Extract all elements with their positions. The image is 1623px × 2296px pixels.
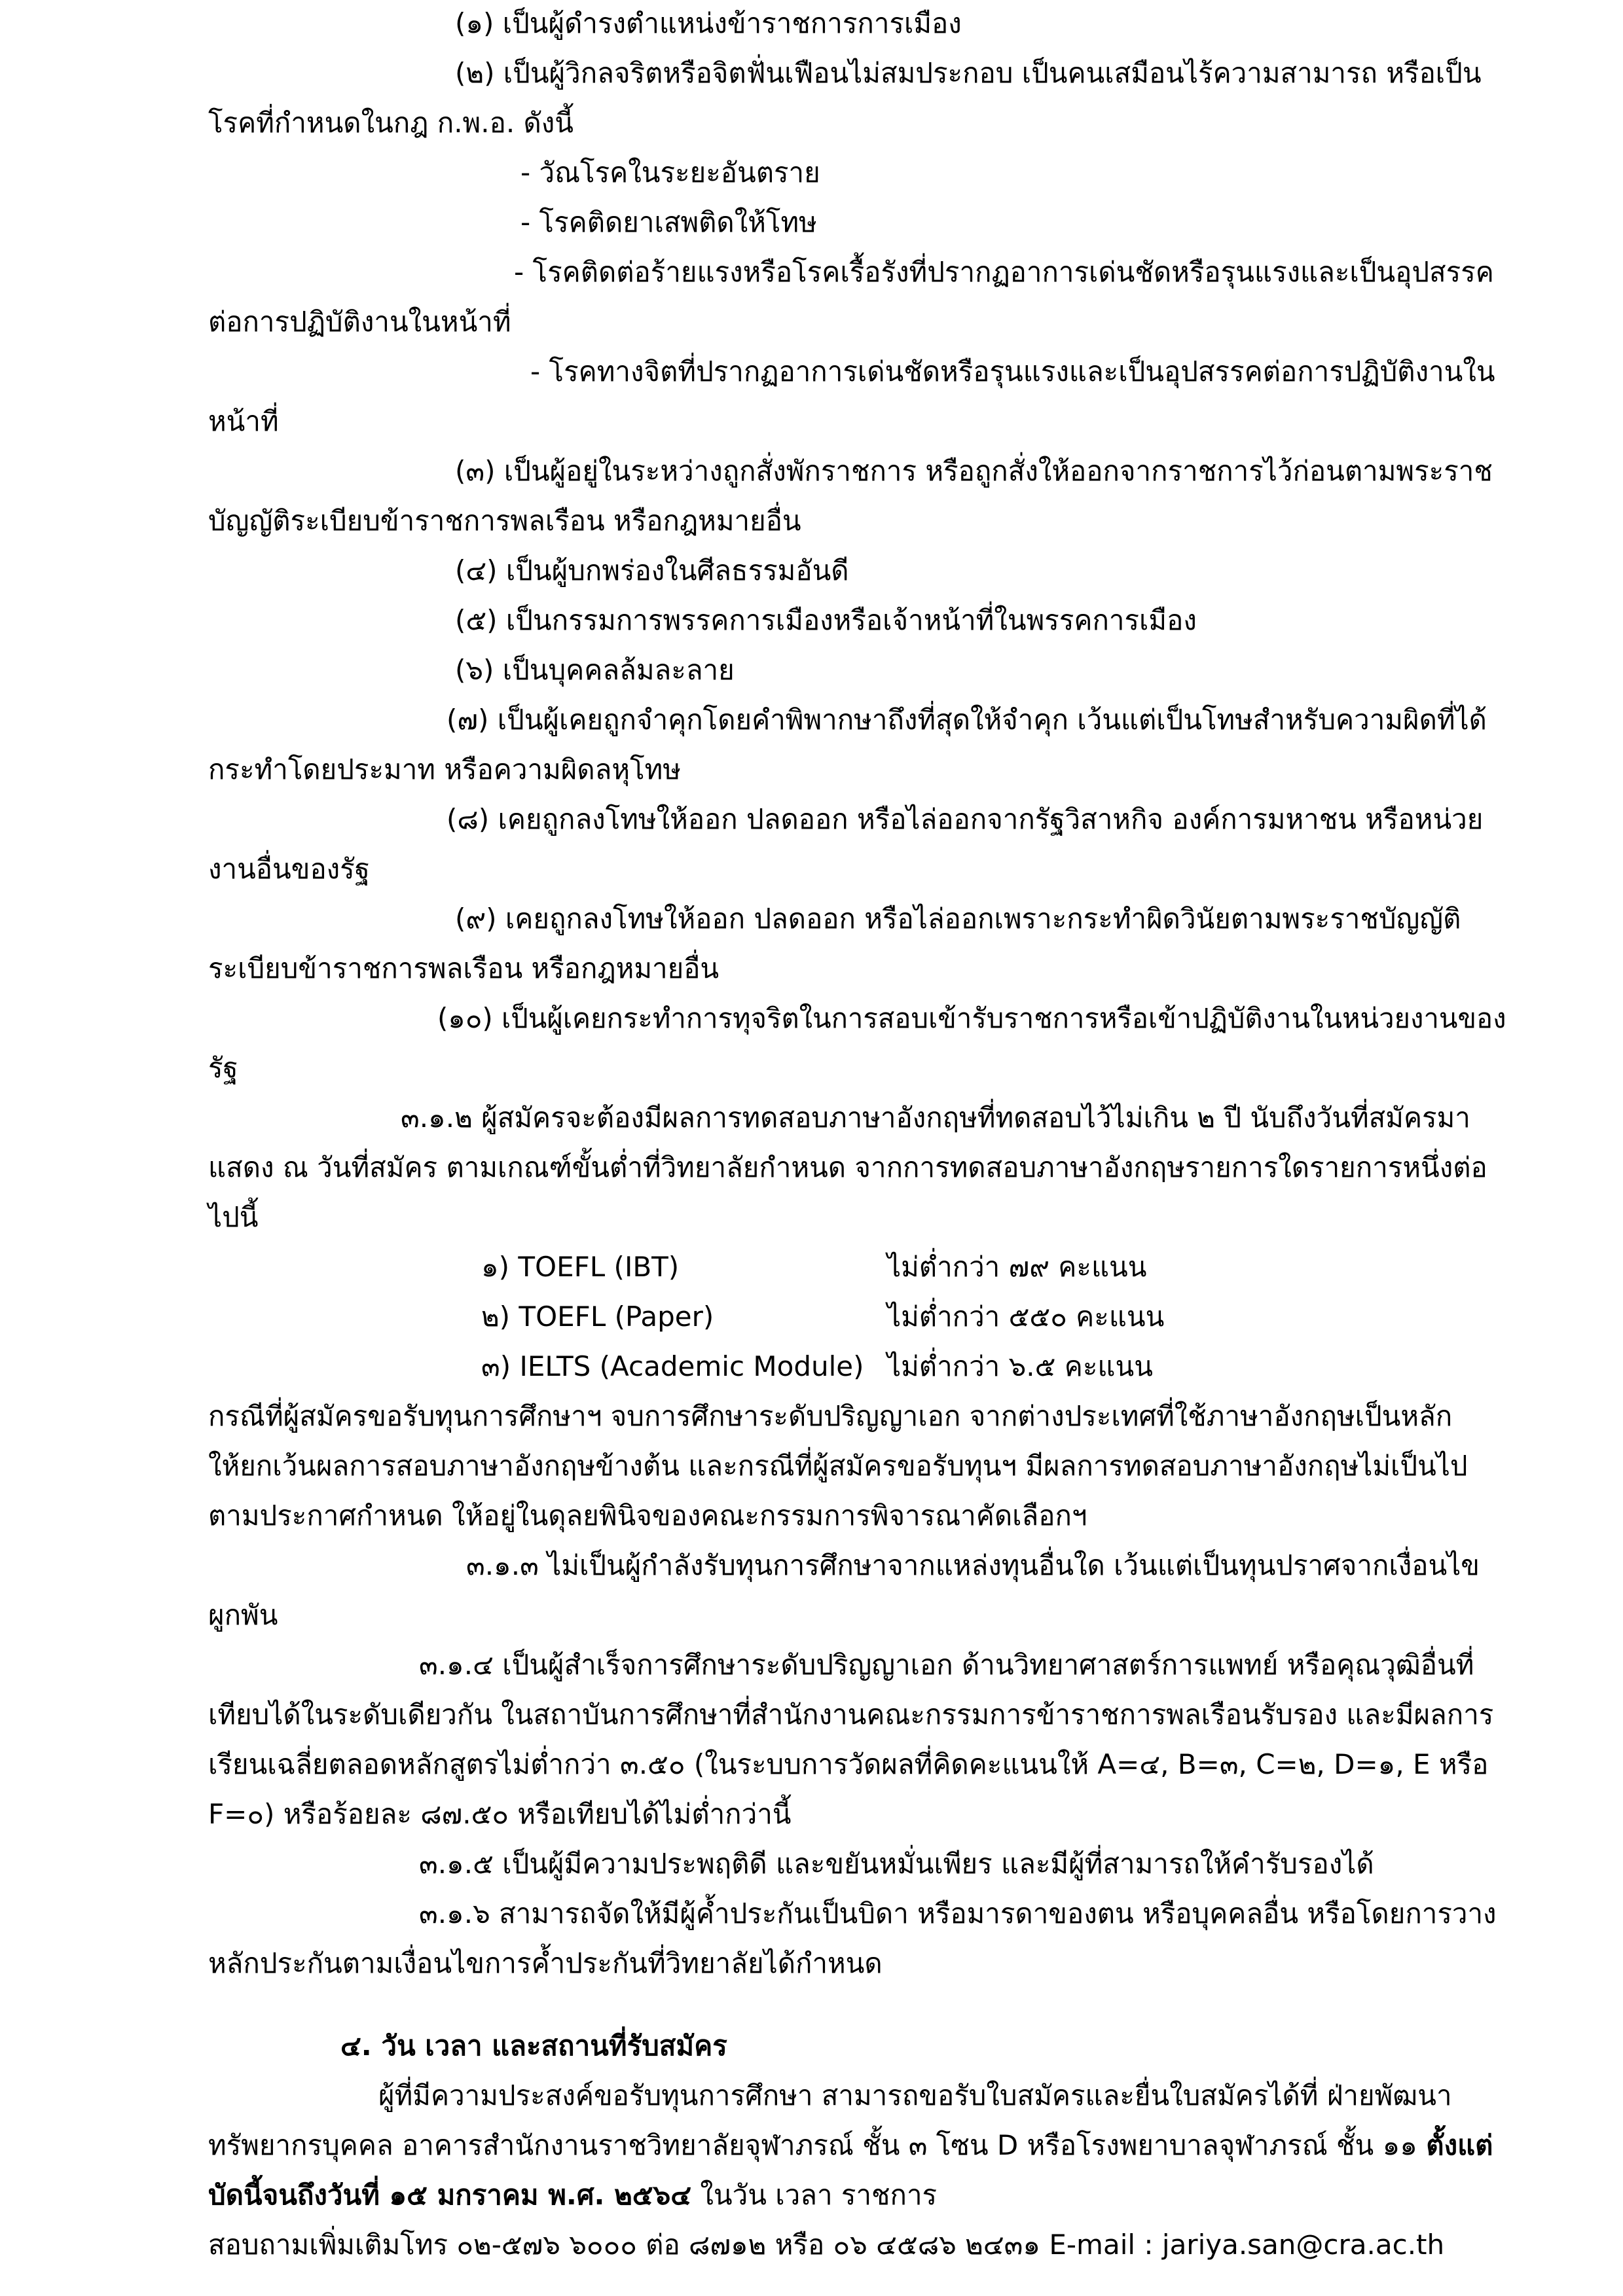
- section-4-heading: ๔. วัน เวลา และสถานที่รับสมัคร: [340, 2030, 727, 2062]
- disease-3: - โรคติดต่อร้ายแรงหรือโรคเรื้อรังที่ปรากฏอาการเด่นชัดหรือรุนแรงและเป็นอุปสรรค: [514, 256, 1494, 288]
- prohibition-8: (๘) เคยถูกลงโทษให้ออก ปลดออก หรือไล่ออกจากรัฐวิสาหกิจ องค์การมหาชน หรือหน่วย: [447, 803, 1484, 835]
- prohibition-3-cont: บัญญัติระเบียบข้าราชการพลเรือน หรือกฎหมายอื่น: [208, 505, 801, 537]
- english-test-name: ๑) TOEFL (IBT): [481, 1251, 680, 1283]
- english-test-name: ๒) TOEFL (Paper): [481, 1300, 714, 1333]
- disease-4: - โรคทางจิตที่ปรากฏอาการเด่นชัดหรือรุนแรงและเป็นอุปสรรคต่อการปฏิบัติงานใน: [530, 355, 1495, 387]
- prohibition-10: (๑๐) เป็นผู้เคยกระทำการทุจริตในการสอบเข้ารับราชการหรือเข้าปฏิบัติงานในหน่วยงานของ: [437, 1002, 1506, 1034]
- prohibition-9: (๙) เคยถูกลงโทษให้ออก ปลดออก หรือไล่ออกเพราะกระทำผิดวินัยตามพระราชบัญญัติ: [455, 903, 1461, 935]
- clause-3-1-4-cont: เทียบได้ในระดับเดียวกัน ในสถาบันการศึกษาที่สำนักงานคณะกรรมการข้าราชการพลเรือนรับรอง และมีผลการ: [208, 1698, 1494, 1731]
- section-4-hours: ในวัน เวลา ราชการ: [700, 2179, 938, 2211]
- prohibition-5: (๕) เป็นกรรมการพรรคการเมืองหรือเจ้าหน้าที่ในพรรคการเมือง: [455, 604, 1197, 636]
- prohibition-1: (๑) เป็นผู้ดำรงตำแหน่งข้าราชการการเมือง: [455, 7, 962, 39]
- clause-3-1-4-cont-3: F=๐) หรือร้อยละ ๘๗.๕๐ หรือเทียบได้ไม่ต่ำกว่านี้: [208, 1798, 792, 1830]
- disease-4-cont: หน้าที่: [208, 405, 279, 437]
- english-test-requirement: ไม่ต่ำกว่า ๕๕๐ คะแนน: [887, 1300, 1165, 1333]
- prohibition-2: (๒) เป็นผู้วิกลจริตหรือจิตฟั่นเฟือนไม่สมประกอบ เป็นคนเสมือนไร้ความสามารถ หรือเป็น: [455, 57, 1482, 89]
- section-4-body: ผู้ที่มีความประสงค์ขอรับทุนการศึกษา สามารถขอรับใบสมัครและยื่นใบสมัครได้ที่ ฝ่ายพัฒนา: [378, 2079, 1452, 2111]
- clause-3-1-4-cont-2: เรียนเฉลี่ยตลอดหลักสูตรไม่ต่ำกว่า ๓.๕๐ (ในระบบการวัดผลที่คิดคะแนนให้ A=๔, B=๓, C=๒, D=๑, E หรือ: [208, 1748, 1489, 1780]
- disease-1: - วัณโรคในระยะอันตราย: [520, 156, 820, 188]
- section-4-period: [208, 2178, 937, 2212]
- clause-3-1-2-cont-2: ไปนี้: [208, 1201, 259, 1233]
- exemption-note-cont: ให้ยกเว้นผลการสอบภาษาอังกฤษข้างต้น และกรณีที่ผู้สมัครขอรับทุนฯ มีผลการทดสอบภาษาอังกฤษไม่เป็นไป: [208, 1450, 1468, 1482]
- prohibition-2-cont: โรคที่กำหนดในกฎ ก.พ.อ. ดังนี้: [208, 107, 574, 139]
- disease-3-cont: ต่อการปฏิบัติงานในหน้าที่: [208, 306, 511, 338]
- prohibition-9-cont: ระเบียบข้าราชการพลเรือน หรือกฎหมายอื่น: [208, 952, 720, 984]
- english-test-requirement: ไม่ต่ำกว่า ๖.๕ คะแนน: [887, 1350, 1153, 1382]
- clause-3-1-2-cont: แสดง ณ วันที่สมัคร ตามเกณฑ์ขั้นต่ำที่วิทยาลัยกำหนด จากการทดสอบภาษาอังกฤษรายการใดรายการหนึ่งต่อ: [208, 1151, 1487, 1183]
- clause-3-1-3-cont: ผูกพัน: [208, 1599, 278, 1631]
- clause-3-1-4: ๓.๑.๔ เป็นผู้สำเร็จการศึกษาระดับปริญญาเอก ด้านวิทยาศาสตร์การแพทย์ หรือคุณวุฒิอื่นที่: [419, 1649, 1474, 1681]
- english-test-name: ๓) IELTS (Academic Module): [481, 1350, 864, 1382]
- prohibition-7-cont: กระทำโดยประมาท หรือความผิดลหุโทษ: [208, 753, 681, 785]
- contact-info: สอบถามเพิ่มเติมโทร ๐๒-๕๗๖ ๖๐๐๐ ต่อ ๘๗๑๒ หรือ ๐๖ ๔๕๘๖ ๒๔๓๑ E-mail : jariya.san@cra.ac.th: [208, 2229, 1445, 2261]
- section-4-body-text: ทรัพยากรบุคคล อาคารสำนักงานราชวิทยาลัยจุฬาภรณ์ ชั้น ๓ โซน D หรือโรงพยาบาลจุฬาภรณ์ ชั้น ๑๑: [208, 2129, 1417, 2161]
- section-4-body-cont: [208, 2128, 1493, 2162]
- exemption-note: กรณีที่ผู้สมัครขอรับทุนการศึกษาฯ จบการศึกษาระดับปริญญาเอก จากต่างประเทศที่ใช้ภาษาอังกฤษเป็นหลัก: [208, 1400, 1453, 1432]
- section-4-period-start: ตั้งแต่: [1426, 2129, 1493, 2161]
- prohibition-7: (๗) เป็นผู้เคยถูกจำคุกโดยคำพิพากษาถึงที่สุดให้จำคุก เว้นแต่เป็นโทษสำหรับความผิดที่ได้: [447, 704, 1487, 736]
- prohibition-6: (๖) เป็นบุคคลล้มละลาย: [455, 654, 735, 686]
- prohibition-8-cont: งานอื่นของรัฐ: [208, 853, 370, 885]
- clause-3-1-3: ๓.๑.๓ ไม่เป็นผู้กำลังรับทุนการศึกษาจากแหล่งทุนอื่นใด เว้นแต่เป็นทุนปราศจากเงื่อนไข: [466, 1549, 1480, 1581]
- disease-2: - โรคติดยาเสพติดให้โทษ: [520, 206, 817, 238]
- clause-3-1-6: ๓.๑.๖ สามารถจัดให้มีผู้ค้ำประกันเป็นบิดา หรือมารดาของตน หรือบุคคลอื่น หรือโดยการวาง: [419, 1897, 1497, 1929]
- exemption-note-cont-2: ตามประกาศกำหนด ให้อยู่ในดุลยพินิจของคณะกรรมการพิจารณาคัดเลือกฯ: [208, 1499, 1087, 1532]
- english-test-requirement: ไม่ต่ำกว่า ๗๙ คะแนน: [887, 1251, 1147, 1283]
- section-4-deadline: บัดนี้จนถึงวันที่ ๑๕ มกราคม พ.ศ. ๒๕๖๔: [208, 2179, 692, 2211]
- prohibition-3: (๓) เป็นผู้อยู่ในระหว่างถูกสั่งพักราชการ หรือถูกสั่งให้ออกจากราชการไว้ก่อนตามพระราช: [455, 455, 1493, 487]
- clause-3-1-6-cont: หลักประกันตามเงื่อนไขการค้ำประกันที่วิทยาลัยได้กำหนด: [208, 1947, 883, 1979]
- prohibition-10-cont: รัฐ: [208, 1052, 238, 1084]
- clause-3-1-5: ๓.๑.๕ เป็นผู้มีความประพฤติดี และขยันหมั่นเพียร และมีผู้ที่สามารถให้คำรับรองได้: [419, 1848, 1374, 1880]
- prohibition-4: (๔) เป็นผู้บกพร่องในศีลธรรมอันดี: [455, 554, 849, 586]
- clause-3-1-2: ๓.๑.๒ ผู้สมัครจะต้องมีผลการทดสอบภาษาอังกฤษที่ทดสอบไว้ไม่เกิน ๒ ปี นับถึงวันที่สมัครมา: [401, 1102, 1470, 1134]
